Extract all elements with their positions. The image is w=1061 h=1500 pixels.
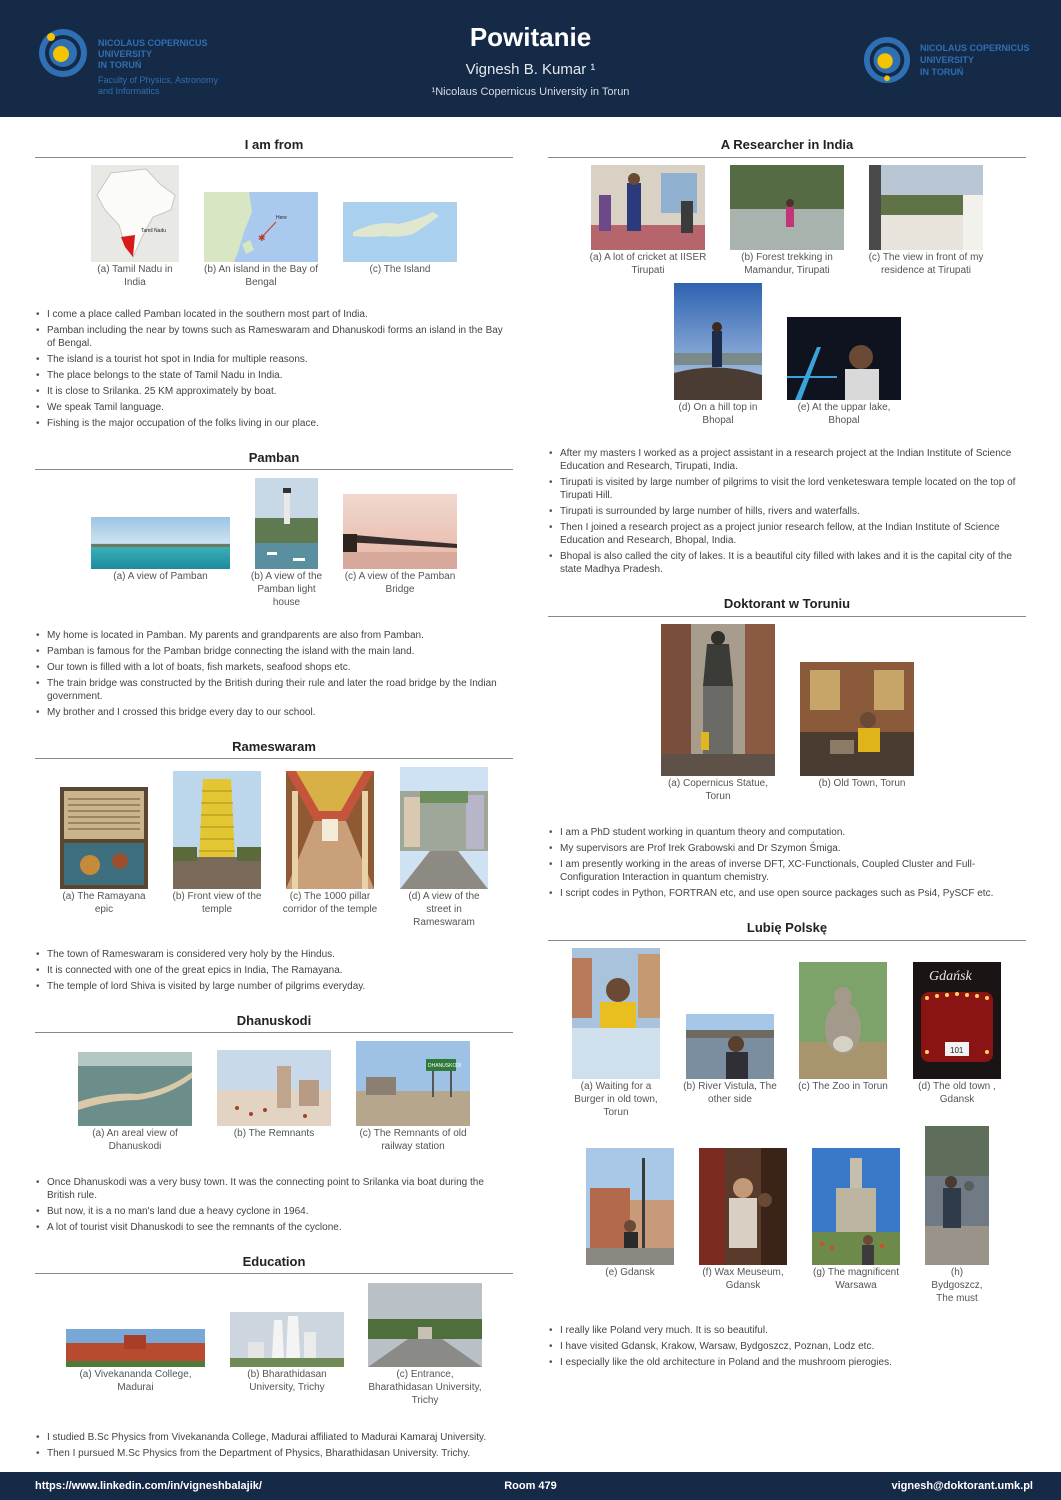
list-item: • I really like Poland very much. It is so beautiful. — [549, 1324, 1029, 1337]
list-item: • Pamban is famous for the Pamban bridge connecting the island with the main land. — [36, 645, 511, 658]
cricket-iiser-photo — [591, 165, 705, 250]
burger-old-town-photo — [572, 948, 660, 1079]
affiliation: ¹Nicolaus Copernicus University in Torun — [431, 86, 630, 98]
university-logo-right-icon — [863, 36, 911, 84]
bullet-list-rameswaram — [36, 948, 511, 996]
figure-caption: (b) Forest trekking in Mamandur, Tirupati — [741, 252, 833, 276]
section-title-researcher: A Researcher in India — [720, 137, 854, 152]
list-item: • After my masters I worked as a project assistant in a research project at the Indian Institute of Science Education and Research, Tirupati, India. — [549, 447, 1029, 473]
river-vistula-photo — [686, 1014, 774, 1079]
list-item: • I have visited Gdansk, Krakow, Warsaw, Bydgoszcz, Poznan, Lodz etc. — [549, 1340, 1029, 1353]
section-title-education: Education — [242, 1254, 306, 1269]
bharathidasan-university-photo — [230, 1312, 344, 1367]
map-label-tamilnadu: Tamil Nadu — [141, 228, 167, 234]
island-map-image — [204, 192, 318, 262]
figure-caption: (b) The Remnants — [233, 1128, 315, 1139]
figure-caption: (c) The 1000 pillar corridor of the temple — [282, 891, 378, 915]
list-item: • I especially like the old architecture in Poland and the mushroom pierogies. — [549, 1356, 1029, 1369]
bullet-list-education — [36, 1431, 516, 1463]
list-item: • Pamban including the near by towns such as Rameswaram and Dhanuskodi forms an island in the Bay of Bengal. — [36, 324, 511, 350]
section-title-iamfrom: I am from — [244, 137, 304, 152]
list-item: • Once Dhanuskodi was a very busy town. It was the connecting point to Srilanka via boat during the British rule. — [36, 1176, 511, 1202]
university-entrance-photo — [368, 1283, 482, 1367]
figure-caption: (c) Entrance, Bharathidasan University, Trichy — [368, 1369, 482, 1406]
list-item: • Tirupati is visited by large number of pilgrims to visit the lord venketeswara temple located on the top of Tirupati Hill. — [549, 476, 1029, 502]
copernicus-statue-photo — [661, 624, 775, 776]
figure-caption: (a) The Ramayana epic — [62, 891, 146, 915]
section-divider — [35, 1032, 513, 1033]
dhanuskodi-remnants-photo — [217, 1050, 331, 1126]
list-item: • The place belongs to the state of Tamil Nadu in India. — [36, 369, 511, 382]
rameswaram-street-photo — [400, 767, 488, 889]
figure-caption: (a) Copernicus Statue, Torun — [667, 778, 769, 802]
section-divider — [35, 1273, 513, 1274]
section-divider — [548, 157, 1026, 158]
list-item: • I script codes in Python, FORTRAN etc, and use open source packages such as Psi4, PySCF etc. — [549, 887, 1029, 900]
room-number: Room 479 — [504, 1480, 557, 1492]
list-item: • The town of Rameswaram is considered very holy by the Hindus. — [36, 948, 511, 961]
bullet-list-iamfrom — [36, 308, 511, 433]
wax-museum-photo — [699, 1148, 787, 1265]
upper-lake-bhopal-photo — [787, 317, 901, 400]
university-name-left: NICOLAUS COPERNICUS UNIVERSITY IN TORUŃ Faculty of Physics, Astronomy and Informatics — [98, 38, 219, 96]
list-item: • But now, it is a no man's land due a heavy cyclone in 1964. — [36, 1205, 511, 1218]
list-item: • It is connected with one of the great epics in India, The Ramayana. — [36, 964, 511, 977]
figure-caption: (b) Bharathidasan University, Trichy — [247, 1369, 327, 1393]
pamban-view-photo — [91, 517, 230, 569]
forest-trekking-photo — [730, 165, 844, 250]
university-name-right: NICOLAUS COPERNICUS UNIVERSITY IN TORUŃ — [920, 43, 1030, 77]
ramayana-painting-photo — [60, 787, 148, 889]
figure-caption: (e) Gdansk — [605, 1267, 655, 1278]
list-item: • I am presently working in the areas of inverse DFT, XC-Functionals, Coupled Cluster and Full-Configuration Interaction in quantum chemistry. — [549, 858, 1029, 884]
bullet-list-pamban — [36, 629, 511, 722]
torun-zoo-photo — [799, 962, 887, 1079]
list-item: • The temple of lord Shiva is visited by large number of pilgrims everyday. — [36, 980, 511, 993]
list-item: • My supervisors are Prof Irek Grabowski and Dr Szymon Śmiga. — [549, 842, 1029, 855]
section-title-pamban: Pamban — [248, 450, 300, 465]
figure-caption: (a) Tamil Nadu in India — [97, 264, 173, 288]
figure-caption: (c) The view in front of my residence at Tirupati — [868, 252, 984, 276]
bullet-list-dhanuskodi — [36, 1176, 511, 1237]
page-title: Powitanie — [469, 22, 592, 52]
figure-caption: (a) Vivekananda College, Madurai — [79, 1369, 192, 1393]
poster-footer — [0, 1472, 1061, 1500]
list-item: • The island is a tourist hot spot in India for multiple reasons. — [36, 353, 511, 366]
section-divider — [548, 616, 1026, 617]
list-item: • Our town is filled with a lot of boats, fish markets, seafood shops etc. — [36, 661, 511, 674]
figure-caption: (h) Bydgoszcz, The must — [931, 1267, 983, 1304]
list-item: • I am a PhD student working in quantum theory and computation. — [549, 826, 1029, 839]
pillar-corridor-photo — [286, 771, 374, 889]
section-divider — [548, 940, 1026, 941]
bullet-list-lubie — [549, 1324, 1029, 1372]
figure-caption: (b) A view of the Pamban light house — [250, 571, 323, 608]
india-map-image — [91, 165, 179, 262]
figure-caption: (c) A view of the Pamban Bridge — [344, 571, 456, 595]
list-item: • Bhopal is also called the city of lakes. It is a beautiful city filled with lakes and it is the capital city of the state Madhya Pradesh. — [549, 550, 1029, 576]
list-item: • It is close to Srilanka. 25 KM approximately by boat. — [36, 385, 511, 398]
figure-caption: (d) On a hill top in Bhopal — [678, 402, 758, 426]
figure-caption: (d) A view of the street in Rameswaram — [408, 891, 480, 928]
section-title-dhanuskodi: Dhanuskodi — [236, 1013, 312, 1028]
figure-caption: (b) River Vistula, The other side — [683, 1081, 777, 1105]
old-town-torun-photo — [800, 662, 914, 776]
figure-caption: (c) The Island — [369, 264, 431, 275]
figure-caption: (a) A lot of cricket at IISER Tirupati — [589, 252, 707, 276]
section-title-lubie: Lubię Polskę — [746, 920, 828, 935]
section-divider — [35, 758, 513, 759]
linkedin-link[interactable]: https://www.linkedin.com/in/vigneshbalajik/ — [35, 1480, 262, 1492]
temple-front-photo — [173, 771, 261, 889]
figure-caption: (b) Front view of the temple — [172, 891, 262, 915]
gdansk-sign: Gdańsk — [929, 969, 972, 984]
author-name: Vignesh B. Kumar ¹ — [465, 61, 596, 78]
list-item: • I come a place called Pamban located in the southern most part of India. — [36, 308, 511, 321]
section-title-rameswaram: Rameswaram — [232, 739, 316, 754]
dhanuskodi-aerial-photo — [78, 1052, 192, 1126]
section-divider — [35, 157, 513, 158]
gdansk-photo — [586, 1148, 674, 1265]
warsaw-palace-photo — [812, 1148, 900, 1265]
gdansk-old-town-photo — [913, 962, 1001, 1079]
figure-caption: (c) The Remnants of old railway station — [359, 1128, 467, 1152]
list-item: • I studied B.Sc Physics from Vivekananda College, Madurai affiliated to Madurai Kamaraj University. — [36, 1431, 516, 1444]
list-item: • My home is located in Pamban. My parents and grandparents are also from Pamban. — [36, 629, 511, 642]
figure-caption: (e) At the uppar lake, Bhopal — [797, 402, 891, 426]
vivekananda-college-photo — [66, 1329, 205, 1367]
island-closeup-map-image — [343, 202, 457, 262]
lighthouse-photo — [255, 478, 318, 569]
section-divider — [35, 469, 513, 470]
bydgoszcz-photo — [925, 1126, 989, 1265]
figure-caption: (a) An areal view of Dhanuskodi — [92, 1128, 178, 1152]
poster-header — [0, 0, 1061, 117]
list-item: • Tirupati is surrounded by large number of hills, rivers and waterfalls. — [549, 505, 1029, 518]
list-item: • The train bridge was constructed by the British during their rule and later the road bridge by the Indian government. — [36, 677, 511, 703]
list-item: • Then I pursued M.Sc Physics from the Department of Physics, Bharathidasan University. Trichy. — [36, 1447, 516, 1460]
svg-text:✱: ✱ — [258, 234, 266, 244]
railway-station-remnants-photo — [356, 1041, 470, 1126]
bhopal-hilltop-photo — [674, 283, 762, 400]
station-sign-text: DHANUSKODI — [428, 1063, 462, 1069]
figure-caption: (b) An island in the Bay of Bengal — [204, 264, 318, 288]
section-title-doktorant: Doktorant w Toruniu — [723, 596, 851, 611]
pamban-bridge-photo — [343, 494, 457, 569]
bullet-list-doktorant — [549, 826, 1029, 903]
list-item: • Fishing is the major occupation of the folks living in our place. — [36, 417, 511, 430]
map-label-here: Here — [276, 215, 287, 221]
figure-caption: (d) The old town , Gdansk — [918, 1081, 996, 1105]
list-item: • We speak Tamil language. — [36, 401, 511, 414]
figure-caption: (a) Waiting for a Burger in old town, Torun — [574, 1081, 658, 1118]
bullet-list-researcher — [549, 447, 1029, 579]
list-item: • A lot of tourist visit Dhanuskodi to see the remnants of the cyclone. — [36, 1221, 511, 1234]
figure-caption: (c) The Zoo in Torun — [798, 1081, 888, 1092]
tirupati-residence-view-photo — [869, 165, 983, 250]
figure-caption: (g) The magnificent Warsawa — [813, 1267, 899, 1291]
email-link[interactable]: vignesh@doktorant.umk.pl — [891, 1480, 1033, 1492]
figure-caption: (f) Wax Meuseum, Gdansk — [702, 1267, 784, 1291]
figure-caption: (a) A view of Pamban — [113, 571, 208, 582]
figure-caption: (b) Old Town, Torun — [818, 778, 906, 789]
list-item: • My brother and I crossed this bridge every day to our school. — [36, 706, 511, 719]
tram-number: 101 — [950, 1046, 964, 1055]
list-item: • Then I joined a research project as a project junior research fellow, at the Indian Institute of Science Education and Research, Bhopal, India. — [549, 521, 1029, 547]
